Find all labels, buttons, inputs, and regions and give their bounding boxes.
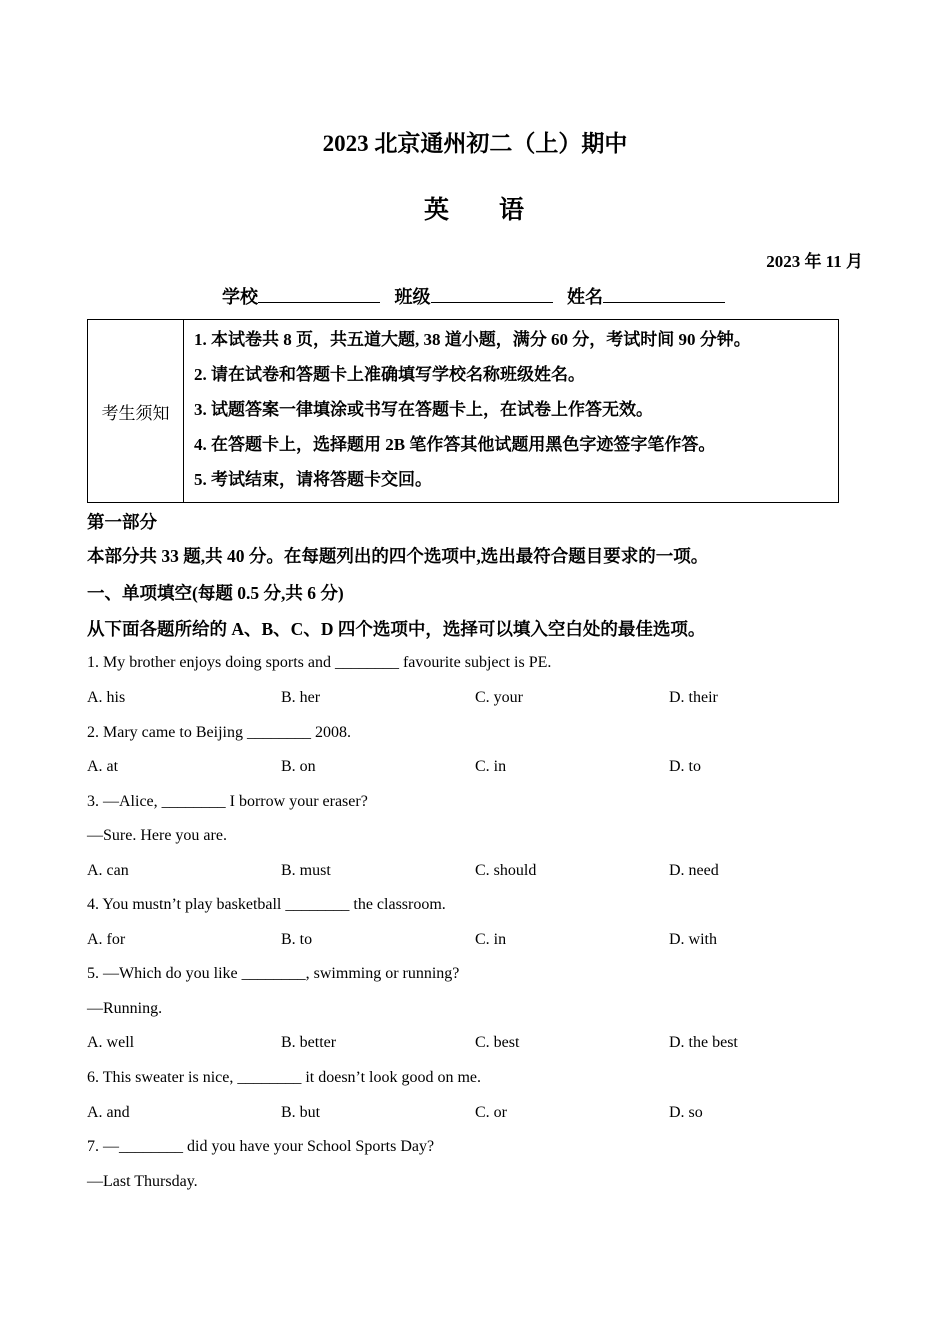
school-label: 学校 (222, 287, 258, 307)
question-stem: 4. You mustn’t play basketball ________ the classroom. (87, 896, 446, 913)
part-heading: 第一部分 (87, 512, 157, 532)
option-a[interactable]: A. his (87, 689, 126, 706)
question-reply: —Running. (87, 1000, 163, 1017)
notice-item: 3. 试题答案一律填涂或书写在答题卡上，在试卷上作答无效。 (194, 400, 653, 419)
question-stem: 7. —________ did you have your School Sports Day? (87, 1138, 435, 1155)
option-b[interactable]: B. to (281, 931, 313, 948)
class-label: 班级 (394, 287, 431, 307)
exam-date: 2023 年 11 月 (766, 252, 863, 271)
option-c[interactable]: C. should (475, 862, 537, 879)
name-label: 姓名 (567, 287, 603, 307)
question-stem: 5. —Which do you like ________, swimming or running? (87, 965, 460, 982)
option-a[interactable]: A. for (87, 931, 126, 948)
option-d[interactable]: D. so (669, 1104, 703, 1121)
question-stem: 1. My brother enjoys doing sports and ________ favourite subject is PE. (87, 654, 552, 671)
notice-item: 2. 请在试卷和答题卡上准确填写学校名称班级姓名。 (194, 365, 585, 384)
section-heading: 一、单项填空(每题 0.5 分,共 6 分) (87, 583, 344, 603)
option-a[interactable]: A. and (87, 1104, 130, 1121)
option-b[interactable]: B. must (281, 862, 331, 879)
notice-item: 1. 本试卷共 8 页，共五道大题, 38 道小题，满分 60 分，考试时间 90 分钟。 (194, 330, 751, 349)
subject-right: 语 (499, 197, 527, 224)
name-blank[interactable] (603, 285, 725, 303)
option-c[interactable]: C. your (475, 689, 523, 706)
notice-item: 5. 考试结束，请将答题卡交回。 (194, 470, 432, 489)
question-stem: 2. Mary came to Beijing ________ 2008. (87, 724, 351, 741)
option-b[interactable]: B. her (281, 689, 321, 706)
section-instruction: 从下面各题所给的 A、B、C、D 四个选项中，选择可以填入空白处的最佳选项。 (87, 619, 706, 639)
subject-left: 英 (423, 197, 451, 224)
option-c[interactable]: C. in (475, 758, 507, 775)
option-b[interactable]: B. but (281, 1104, 321, 1121)
option-a[interactable]: A. well (87, 1034, 135, 1051)
notice-items (194, 328, 751, 503)
option-d[interactable]: D. their (669, 689, 718, 706)
option-d[interactable]: D. need (669, 862, 719, 879)
school-blank[interactable] (258, 285, 380, 303)
part-intro: 本部分共 33 题,共 40 分。在每题列出的四个选项中,选出最符合题目要求的一项。 (87, 546, 709, 566)
option-d[interactable]: D. with (669, 931, 717, 948)
option-d[interactable]: D. the best (669, 1034, 738, 1051)
exam-title: 2023 北京通州初二（上）期中 (322, 131, 628, 156)
question-reply: —Sure. Here you are. (87, 827, 227, 844)
class-blank[interactable] (431, 285, 553, 303)
notice-table (87, 319, 839, 503)
question-stem: 6. This sweater is nice, ________ it doesn’t look good on me. (87, 1069, 482, 1086)
option-c[interactable]: C. best (475, 1034, 520, 1051)
option-b[interactable]: B. better (281, 1034, 337, 1051)
question-stem: 3. —Alice, ________ I borrow your eraser? (87, 793, 368, 810)
option-c[interactable]: C. in (475, 931, 507, 948)
option-b[interactable]: B. on (281, 758, 316, 775)
option-a[interactable]: A. can (87, 862, 129, 879)
notice-label: 考生须知 (88, 320, 184, 502)
option-a[interactable]: A. at (87, 758, 119, 775)
option-c[interactable]: C. or (475, 1104, 507, 1121)
question-reply: —Last Thursday. (87, 1173, 198, 1190)
student-info-fields (222, 283, 735, 309)
subject-title (0, 190, 950, 226)
notice-item: 4. 在答题卡上，选择题用 2B 笔作答其他试题用黑色字迹签字笔作答。 (194, 435, 716, 454)
option-d[interactable]: D. to (669, 758, 701, 775)
